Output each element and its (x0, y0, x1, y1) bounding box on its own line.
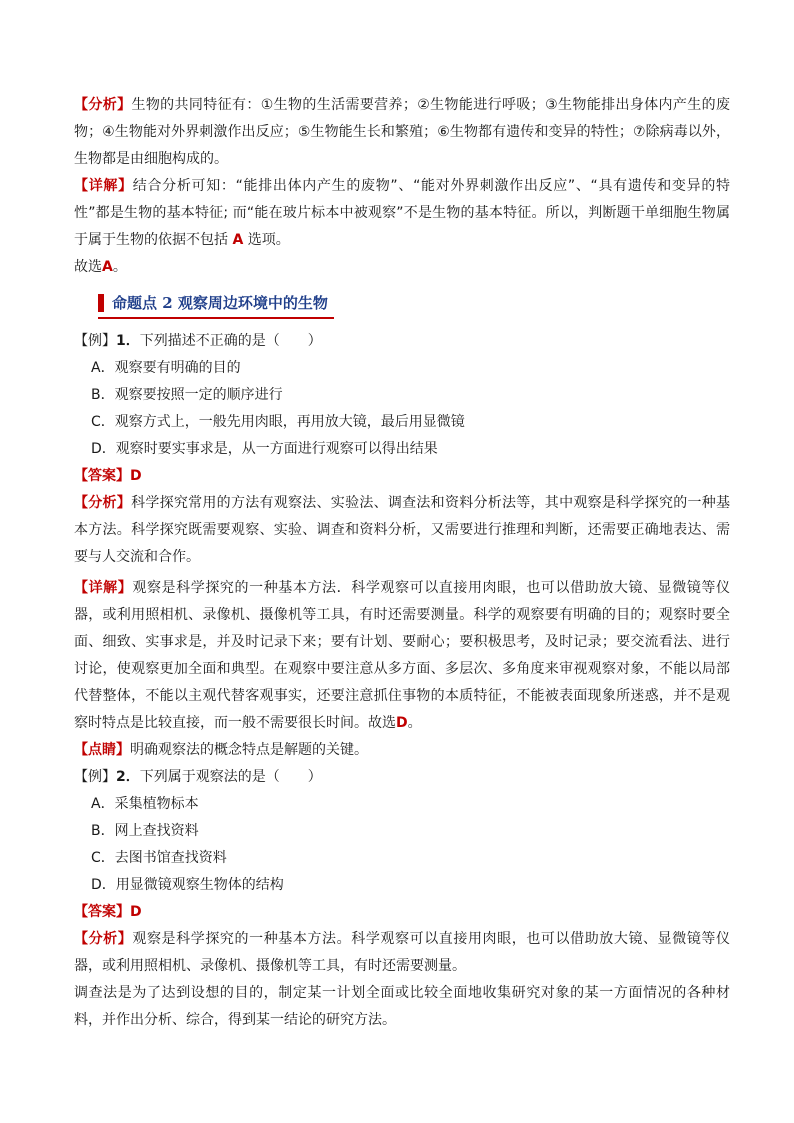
question-2-stem (74, 764, 730, 791)
question-tag: 【例】 (74, 769, 116, 785)
point-text: 明确观察法的概念特点是解题的关键。 (130, 742, 368, 758)
answer-tag: 【答案】 (74, 468, 130, 484)
question-1-analysis (74, 490, 730, 571)
detail-end: 选项。 (247, 232, 290, 248)
analysis-tag: 【分析】 (74, 931, 133, 947)
analysis-text: 观察是科学探究的一种基本方法。科学观察可以直接用肉眼，也可以借助放大镜、显微镜等仪器，或利用照相机、录像机、摄像机等工具，有时还需要测量。 (74, 931, 731, 974)
question-number: 1． (116, 333, 140, 349)
detail-tag: 【详解】 (74, 580, 133, 596)
question-1-option-c: C．观察方式上，一般先用肉眼，再用放大镜，最后用显微镜 (91, 414, 465, 430)
choose-prefix: 故选 (74, 259, 102, 275)
question-1-detail (74, 575, 730, 737)
question-tag: 【例】 (74, 333, 116, 349)
question-stem: 下列属于观察法的是（ ） (139, 769, 322, 785)
analysis-text: 科学探究常用的方法有观察法、实验法、调查法和资料分析法等，其中观察是科学探究的一种基本方法。科学探究既需要观察、实验、调查和资料分析，又需要进行推理和判断，还需要正确地表达、需要与人交流和合作。 (74, 495, 731, 565)
question-1-stem (74, 328, 730, 355)
detail-letter: A (232, 232, 244, 248)
detail-text: 结合分析可知：“能排出体内产生的废物”、“能对外界刺激作出反应”、“具有遗传和变异的特性”都是生物的基本特征; 而“能在玻片标本中被观察”不是生物的基本特征。所以，判断题干单细胞生物属于属于生物的依据不包括 (74, 178, 731, 248)
heading-bar-icon (98, 294, 104, 312)
detail-tag: 【详解】 (74, 178, 133, 194)
question-1-answer (74, 463, 730, 490)
question-2-survey-method: 调查法是为了达到设想的目的，制定某一计划全面或比较全面地收集研究对象的某一方面情况的各种材料，并作出分析、综合，得到某一结论的研究方法。 (74, 985, 730, 1028)
question-2-option-d: D．用显微镜观察生物体的结构 (91, 877, 284, 893)
question-1-option-d: D．观察时要实事求是，从一方面进行观察可以得出结果 (91, 441, 438, 457)
question-stem: 下列描述不正确的是（ ） (139, 333, 322, 349)
analysis-tag: 【分析】 (74, 495, 132, 511)
section-heading-wrap (98, 291, 730, 321)
question-2-option-c: C．去图书馆查找资料 (91, 850, 227, 866)
detail-end: 。 (407, 715, 422, 731)
question-number: 2． (116, 769, 140, 785)
choose-end: 。 (112, 259, 127, 275)
analysis-paragraph-1 (74, 92, 730, 173)
point-tag: 【点睛】 (74, 742, 130, 758)
question-2-answer (74, 899, 730, 926)
answer-tag: 【答案】 (74, 904, 130, 920)
choose-line-1 (74, 254, 730, 281)
answer-letter: D (130, 468, 142, 484)
question-2-analysis (74, 926, 730, 980)
question-2-option-a: A．采集植物标本 (91, 796, 199, 812)
detail-paragraph-1 (74, 173, 730, 254)
question-2-option-b: B．网上查找资料 (91, 823, 199, 839)
detail-text: 观察是科学探究的一种基本方法．科学观察可以直接用肉眼，也可以借助放大镜、显微镜等仪器，或利用照相机、录像机、摄像机等工具，有时还需要测量。科学的观察要有明确的目的；观察时要全面、细致、实事求是，并及时记录下来；要有计划、要耐心；要积极思考，及时记录；要交流看法、进行讨论，使观察更加全面和典型。在观察中要注意从多方面、多层次、多角度来审视观察对象，不能以局部代替整体，不能以主观代替客观事实，还要注意抓住事物的本质特征，不能被表面现象所迷惑，并不是观察时特点是比较直接，而一般不需要很长时间。故选 (74, 580, 731, 731)
analysis-tag: 【分析】 (74, 97, 132, 113)
document-page (74, 92, 730, 1034)
question-1-key-point (74, 737, 730, 764)
choose-letter: A (102, 259, 113, 275)
question-1-option-b: B．观察要按照一定的顺序进行 (91, 387, 283, 403)
detail-letter: D (396, 715, 408, 731)
analysis-text: 生物的共同特征有：①生物的生活需要营养；②生物能进行呼吸；③生物能排出身体内产生的废物；④生物能对外界刺激作出反应；⑤生物能生长和繁殖；⑥生物都有遗传和变异的特性；⑦除病毒以外，生物都是由细胞构成的。 (74, 97, 730, 167)
section-heading-text: 命题点 2 观察周边环境中的生物 (112, 294, 328, 312)
answer-letter: D (130, 904, 142, 920)
question-1-option-a: A．观察要有明确的目的 (91, 360, 241, 376)
section-heading (98, 291, 334, 319)
